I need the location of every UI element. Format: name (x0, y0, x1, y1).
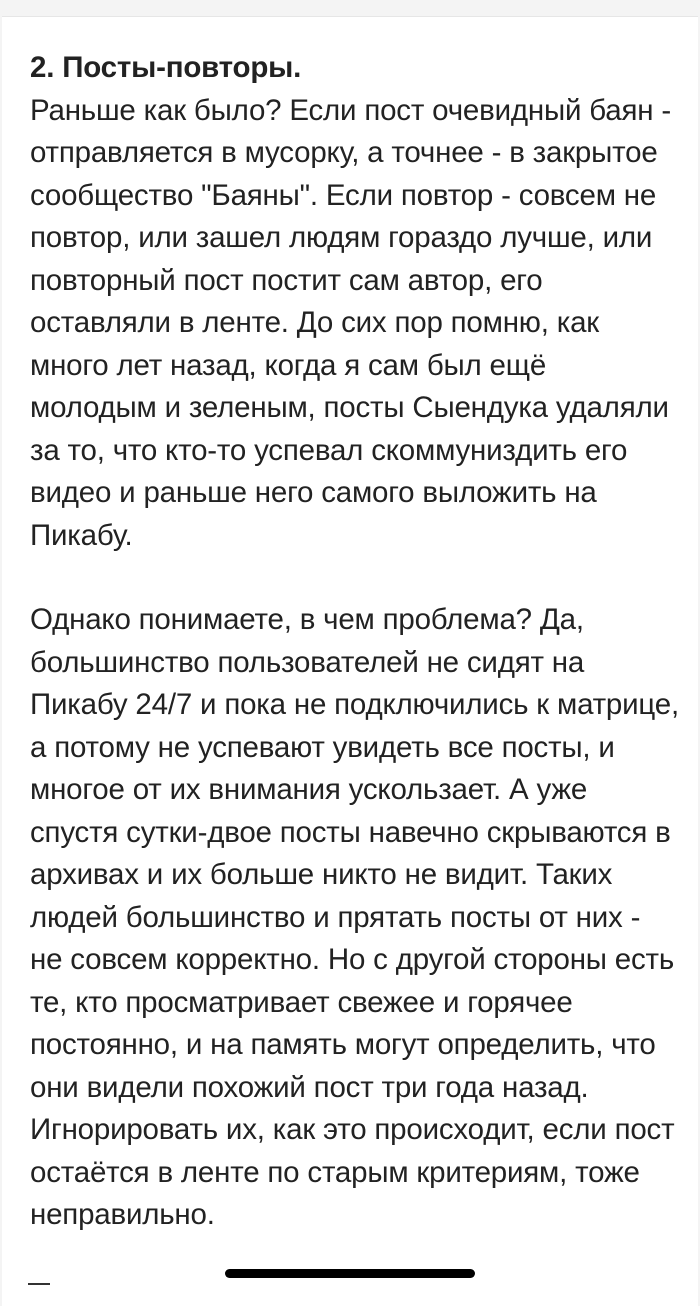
post-card (2, 16, 698, 1306)
paragraph-spacer (30, 557, 680, 599)
paragraph-1: Раньше как было? Если пост очевидный баян - отправляется в мусорку, а точнее - в закрытое сообщество "Баяны". Если повтор - совсем не повтор, или зашел людям гораздо лучше, или повторный пост постит сам автор, его оставляли в ленте. До сих пор помню, как много лет назад, когда я сам был ещё молодым и зеленым, посты Сыендука удаляли за то, что кто-то успевал скоммуниздить его видео и раньше него самого выложить на Пикабу. (30, 93, 671, 552)
post-body (30, 47, 680, 1237)
section-heading: 2. Посты-повторы. (30, 51, 302, 84)
paragraph-2: Однако понимаете, в чем проблема? Да, большинство пользователей не сидят на Пикабу 24/7 и пока не подключились к матрице, а потому не успевают увидеть все посты, и многое от их внимания ускользает. А уже спустя сутки-двое посты навечно скрываются в архивах и их больше никто не видит. Таких людей большинство и прятать посты от них - не совсем корректно. Но с другой стороны есть те, кто просматривает свежее и горячее постоянно, и на память могут определить, что они видели похожий пост три года назад. Игнорировать их, как это происходит, если пост остаётся в ленте по старым критериям, тоже неправильно. (30, 603, 679, 1231)
home-indicator[interactable] (225, 1269, 475, 1278)
next-line-fragment (28, 1283, 50, 1285)
